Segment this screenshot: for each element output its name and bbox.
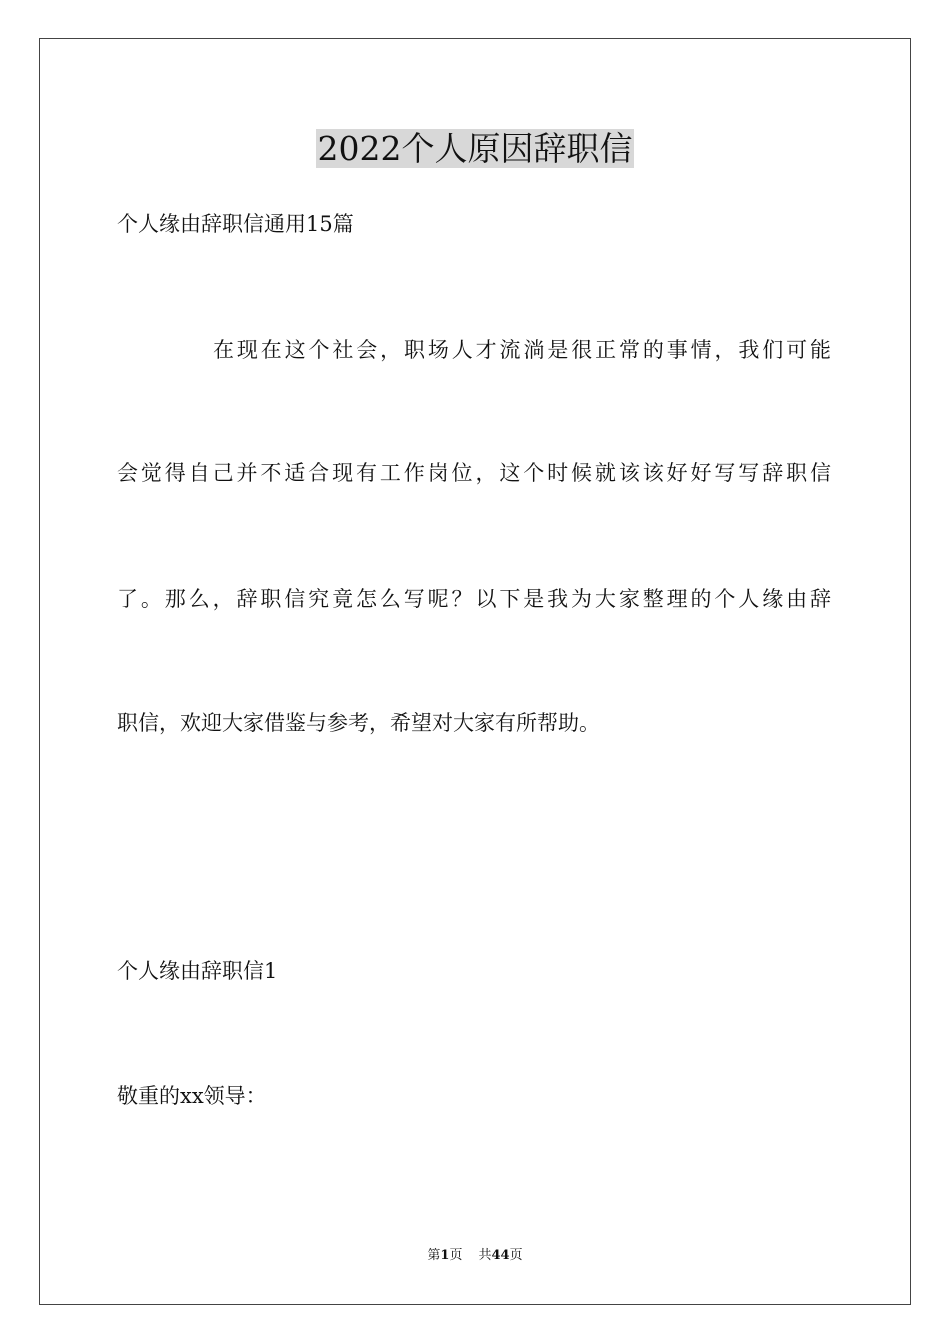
page-suffix: 页 <box>449 1248 463 1263</box>
page-number: 1 <box>440 1248 450 1263</box>
intro-line-1: 在现在这个社会，职场人才流淌是很正常的事情，我们可能 <box>213 338 831 362</box>
intro-line-4: 职信，欢迎大家借鉴与参考，希望对大家有所帮助。 <box>117 711 600 735</box>
document-subtitle: 个人缘由辞职信通用15篇 <box>117 212 354 236</box>
title-text: 2022个人原因辞职信 <box>317 129 633 168</box>
total-prefix: 共 <box>478 1248 492 1263</box>
page-prefix: 第 <box>427 1248 441 1263</box>
section-heading: 个人缘由辞职信1 <box>117 959 278 983</box>
salutation: 敬重的xx领导： <box>117 1084 267 1108</box>
page-footer <box>0 1247 950 1265</box>
document-title <box>0 126 950 172</box>
intro-line-2: 会觉得自己并不适合现有工作岗位，这个时候就该该好好写写辞职信 <box>117 461 831 485</box>
total-pages: 44 <box>491 1248 510 1263</box>
total-suffix: 页 <box>509 1248 523 1263</box>
intro-line-3: 了。那么，辞职信究竟怎么写呢？以下是我为大家整理的个人缘由辞 <box>117 587 831 611</box>
